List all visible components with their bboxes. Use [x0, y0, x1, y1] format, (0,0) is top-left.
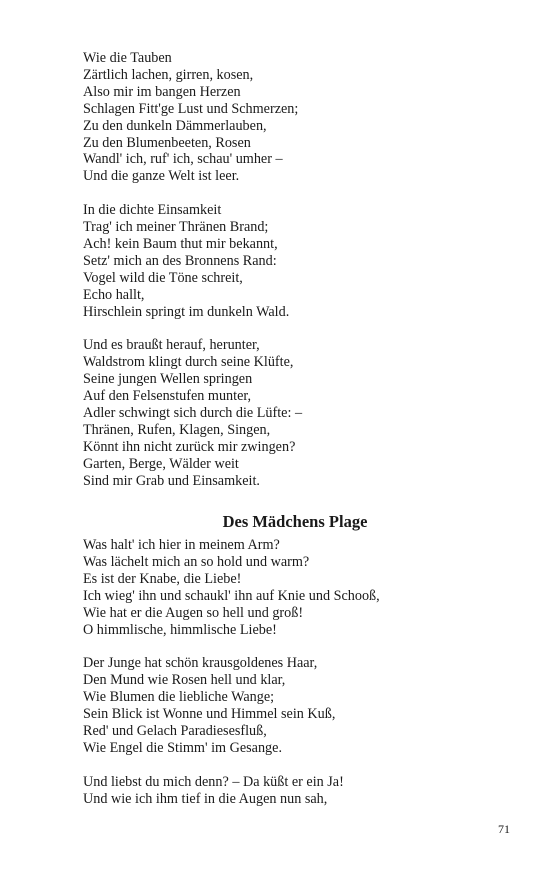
stanza-gap	[83, 185, 483, 202]
poem-title: Des Mädchens Plage	[222, 512, 368, 531]
poem-line: Was lächelt mich an so hold und warm?	[83, 553, 310, 570]
poem-line: Und wie ich ihm tief in die Augen nun sah,	[83, 790, 328, 807]
poem-line: Zärtlich lachen, girren, kosen,	[83, 66, 254, 83]
poem-line: Trag' ich meiner Thränen Brand;	[83, 219, 269, 236]
poem-line: Zu den dunkeln Dämmerlauben,	[83, 117, 267, 134]
poem-line: Ach! kein Baum thut mir bekannt,	[83, 235, 278, 252]
poem-line: Adler schwingt sich durch die Lüfte: –	[83, 405, 303, 421]
poem-line: In die dichte Einsamkeit	[83, 202, 222, 219]
poem-line: Echo hallt,	[83, 286, 145, 303]
poem-continuation	[83, 50, 483, 490]
poem-line: Sind mir Grab und Einsamkeit.	[83, 472, 260, 489]
poem-line: Vogel wild die Töne schreit,	[83, 269, 243, 286]
poem-line: Zu den Blumenbeeten, Rosen	[83, 134, 251, 151]
poem-line: Der Junge hat schön krausgoldenes Haar,	[83, 655, 318, 672]
poem-line: Also mir im bangen Herzen	[83, 83, 241, 100]
poem-line: Wie hat er die Augen so hell und groß!	[83, 604, 304, 621]
poem-line: Was halt' ich hier in meinem Arm?	[83, 537, 280, 553]
page-number: 71	[498, 822, 510, 836]
poem-line: Waldstrom klingt durch seine Klüfte,	[83, 354, 294, 371]
poem-line: Seine jungen Wellen springen	[83, 371, 253, 388]
poem-line: Wie Engel die Stimm' im Gesange.	[83, 739, 282, 756]
poem-line: Ich wieg' ihn und schaukl' ihn auf Knie und Schooß,	[83, 587, 380, 604]
stanza-gap	[83, 757, 483, 774]
poem-body	[83, 537, 483, 807]
poem-line: Garten, Berge, Wälder weit	[83, 455, 239, 472]
poem-line: Und die ganze Welt ist leer.	[83, 168, 240, 185]
poem-line: Setz' mich an des Bronnens Rand:	[83, 252, 277, 269]
poem-line: O himmlische, himmlische Liebe!	[83, 621, 277, 638]
poem-line: Schlagen Fitt'ge Lust und Schmerzen;	[83, 100, 299, 117]
poem-line: Wie Blumen die liebliche Wange;	[83, 689, 275, 706]
poem-line: Hirschlein springt im dunkeln Wald.	[83, 303, 290, 320]
poem-line: Red' und Gelach Paradiesesfluß,	[83, 722, 267, 739]
poem-line: Den Mund wie Rosen hell und klar,	[83, 672, 286, 689]
stanza-gap	[83, 638, 483, 655]
poem-line: Und liebst du mich denn? – Da küßt er ein Ja!	[83, 773, 344, 790]
poem-line: Sein Blick ist Wonne und Himmel sein Kuß,	[83, 706, 336, 723]
poem-line: Es ist der Knabe, die Liebe!	[83, 570, 242, 587]
stanza-gap	[83, 320, 483, 337]
poem-line: Und es braußt herauf, herunter,	[83, 337, 260, 354]
poem-line: Auf den Felsenstufen munter,	[83, 388, 252, 405]
poem-line: Wandl' ich, ruf' ich, schau' umher –	[83, 151, 283, 168]
poem-line: Könnt ihn nicht zurück mir zwingen?	[83, 438, 296, 455]
poem-line: Thränen, Rufen, Klagen, Singen,	[83, 421, 271, 438]
poem-line: Wie die Tauben	[83, 50, 172, 66]
